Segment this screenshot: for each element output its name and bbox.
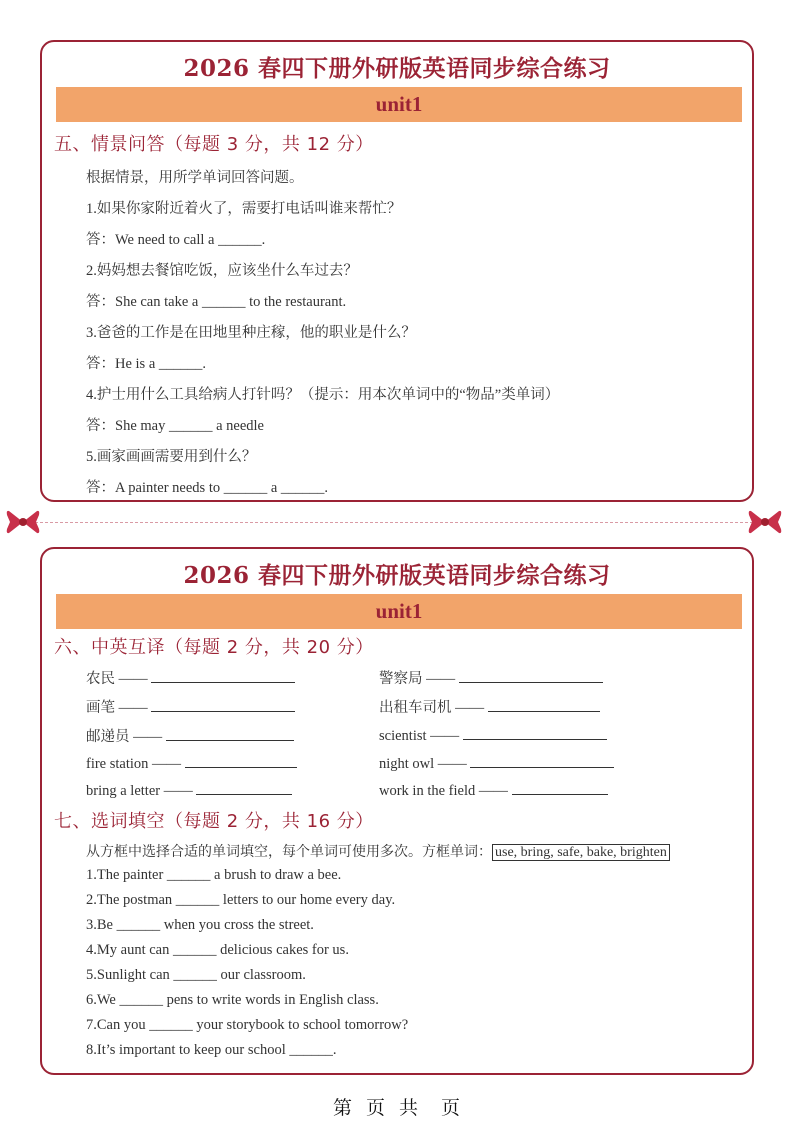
answer-line: 答：She may ______ a needle xyxy=(86,418,264,434)
translation-item: 出租车司机 —— xyxy=(379,696,600,717)
fill-sentence: 5.Sunlight can ______ our classroom. xyxy=(86,967,306,983)
translation-item: scientist —— xyxy=(379,725,607,745)
fill-sentence: 8.It’s important to keep our school ______. xyxy=(86,1042,337,1058)
fill-sentence: 6.We ______ pens to write words in English class. xyxy=(86,992,379,1008)
translation-item: work in the field —— xyxy=(379,780,608,800)
fill-sentence: 4.My aunt can ______ delicious cakes for us. xyxy=(86,942,349,958)
fill-sentence: 7.Can you ______ your storybook to school tomorrow? xyxy=(86,1017,409,1033)
question-line: 3.爸爸的工作是在田地里种庄稼，他的职业是什么？ xyxy=(86,325,416,341)
card-title: 2026 春四下册外研版英语同步综合练习 xyxy=(183,55,611,82)
translation-item: 画笔 —— xyxy=(86,696,295,717)
cut-line-divider xyxy=(30,522,763,523)
translation-item: 农民 —— xyxy=(86,667,295,688)
fill-sentence: 3.Be ______ when you cross the street. xyxy=(86,917,314,933)
bow-icon xyxy=(748,506,782,538)
exercise-card-1 xyxy=(40,40,754,502)
answer-line: 答：She can take a ______ to the restaurant. xyxy=(86,294,347,310)
question-line: 根据情景，用所学单词回答问题。 xyxy=(86,170,304,186)
translation-item: 警察局 —— xyxy=(379,667,603,688)
question-line: 5.画家画画需要用到什么？ xyxy=(86,449,257,465)
answer-line: 答：He is a ______. xyxy=(86,356,207,372)
word-box: use, bring, safe, bake, brighten xyxy=(492,844,670,861)
exercise-card-2 xyxy=(40,547,754,1075)
unit-banner: unit1 xyxy=(56,87,742,122)
page-footer: 第 页 共 页 xyxy=(332,1097,461,1119)
translation-item: fire station —— xyxy=(86,753,297,773)
fill-sentence: 2.The postman ______ letters to our home every day. xyxy=(86,892,396,908)
translation-item: bring a letter —— xyxy=(86,780,292,800)
question-line: 1.如果你家附近着火了，需要打电话叫谁来帮忙？ xyxy=(86,201,402,217)
answer-line: 答：A painter needs to ______ a ______. xyxy=(86,480,329,496)
bow-icon xyxy=(6,506,40,538)
section-heading-7: 七、选词填空（每题 2 分，共 16 分） xyxy=(54,811,374,832)
translation-item: 邮递员 —— xyxy=(86,725,294,746)
question-line: 2.妈妈想去餐馆吃饭，应该坐什么车过去？ xyxy=(86,263,358,279)
translation-item: night owl —— xyxy=(379,753,614,773)
question-line: 4.护士用什么工具给病人打针吗？（提示：用本次单词中的“物品”类单词） xyxy=(86,387,560,403)
instruction-line: 从方框中选择合适的单词填空，每个单词可使用多次。方框单词： use, bring, safe, bake, brighten xyxy=(86,841,670,861)
unit-banner: unit1 xyxy=(56,594,742,629)
fill-sentence: 1.The painter ______ a brush to draw a bee. xyxy=(86,867,342,883)
answer-line: 答：We need to call a ______. xyxy=(86,232,266,248)
section-heading-5: 五、情景问答（每题 3 分，共 12 分） xyxy=(54,134,374,155)
section-heading-6: 六、中英互译（每题 2 分，共 20 分） xyxy=(54,637,374,658)
card-title: 2026 春四下册外研版英语同步综合练习 xyxy=(183,562,611,589)
